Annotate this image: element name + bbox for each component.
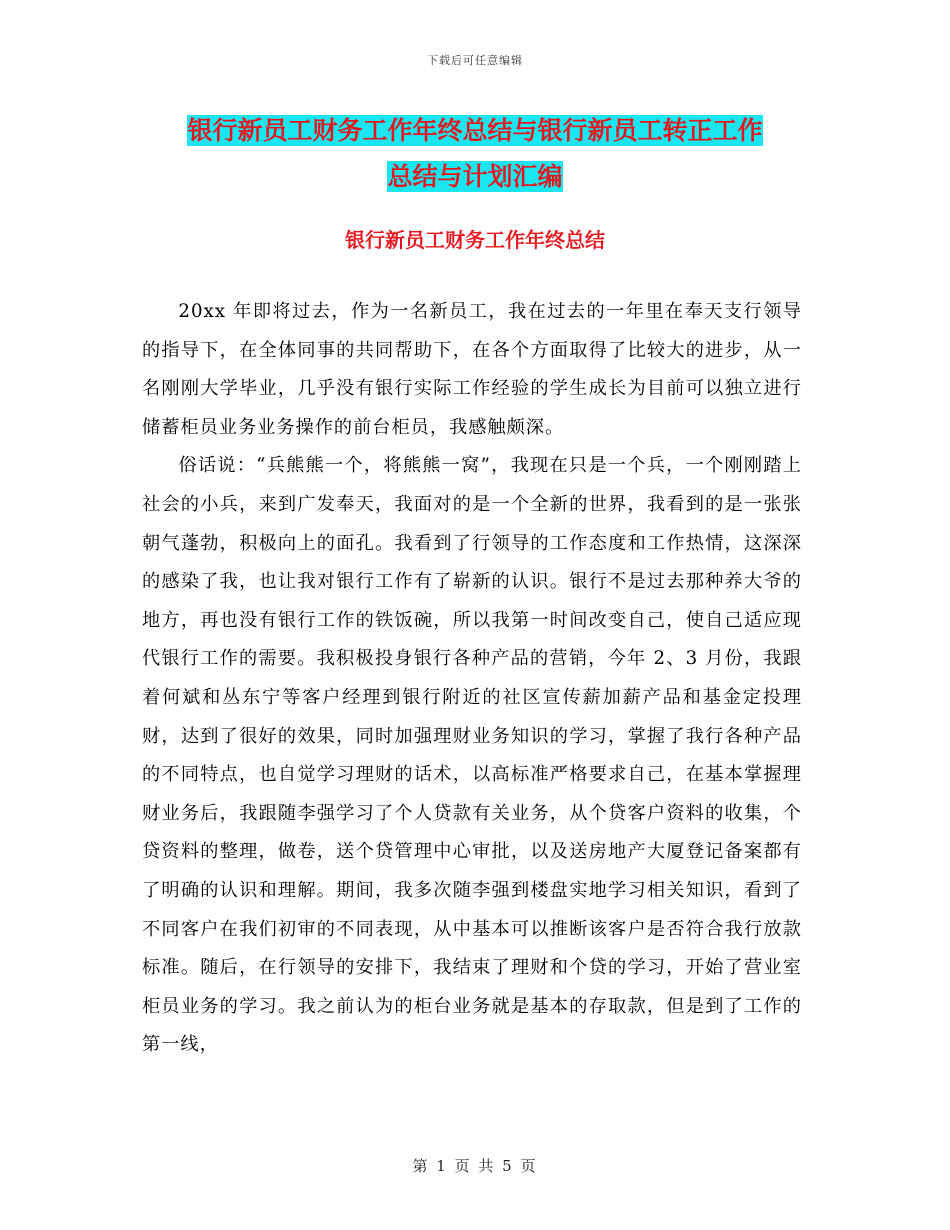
document-title-line-1: 银行新员工财务工作年终总结与银行新员工转正工作 <box>187 116 763 145</box>
paragraph: 20xx 年即将过去，作为一名新员工，我在过去的一年里在奉天支行领导的指导下，在全体同事的共同帮助下，在各个方面取得了比较大的进步，从一名刚刚大学毕业，几乎没有银行实际工作经验的学生成长为目前可以独立进行储蓄柜员业务业务操作的前台柜员，我感触颇深。 <box>142 301 802 438</box>
page-header-note: 下载后可任意编辑 <box>427 54 523 67</box>
document-title <box>140 108 810 200</box>
paragraph: 俗话说：“兵熊熊一个，将熊熊一窝”，我现在只是一个兵，一个刚刚踏上社会的小兵，来到广发奉天，我面对的是一个全新的世界，我看到的是一张张朝气蓬勃，积极向上的面孔。我看到了行领导的工作态度和工作热情，这深深的感染了我，也让我对银行工作有了崭新的认识。银行不是过去那种养大爷的地方，再也没有银行工作的铁饭碗，所以我第一时间改变自己，使自己适应现代银行工作的需要。我积极投身银行各种产品的营销，今年 2、3 月份，我跟着何斌和丛东宁等客户经理到银行附近的社区宣传薪加薪产品和基金定投理财，达到了很好的效果，同时加强理财业务知识的学习，掌握了我行各种产品的不同特点，也自觉学习理财的话术，以高标准严格要求自己，在基本掌握理财业务后，我跟随李强学习了个人贷款有关业务，从个贷客户资料的收集，个贷资料的整理，做卷，送个贷管理中心审批，以及送房地产大厦登记备案都有了明确的认识和理解。期间，我多次随李强到楼盘实地学习相关知识，看到了不同客户在我们初审的不同表现，从中基本可以推断该客户是否符合我行放款标准。随后，在行领导的安排下，我结束了理财和个贷的学习，开始了营业室柜员业务的学习。我之前认为的柜台业务就是基本的存取款，但是到了工作的第一线， <box>142 455 802 1056</box>
page-number-footer: 第 1 页 共 5 页 <box>412 1157 538 1175</box>
document-body <box>142 293 802 1065</box>
section-title: 银行新员工财务工作年终总结 <box>345 228 605 252</box>
document-title-line-2: 总结与计划汇编 <box>387 162 563 191</box>
